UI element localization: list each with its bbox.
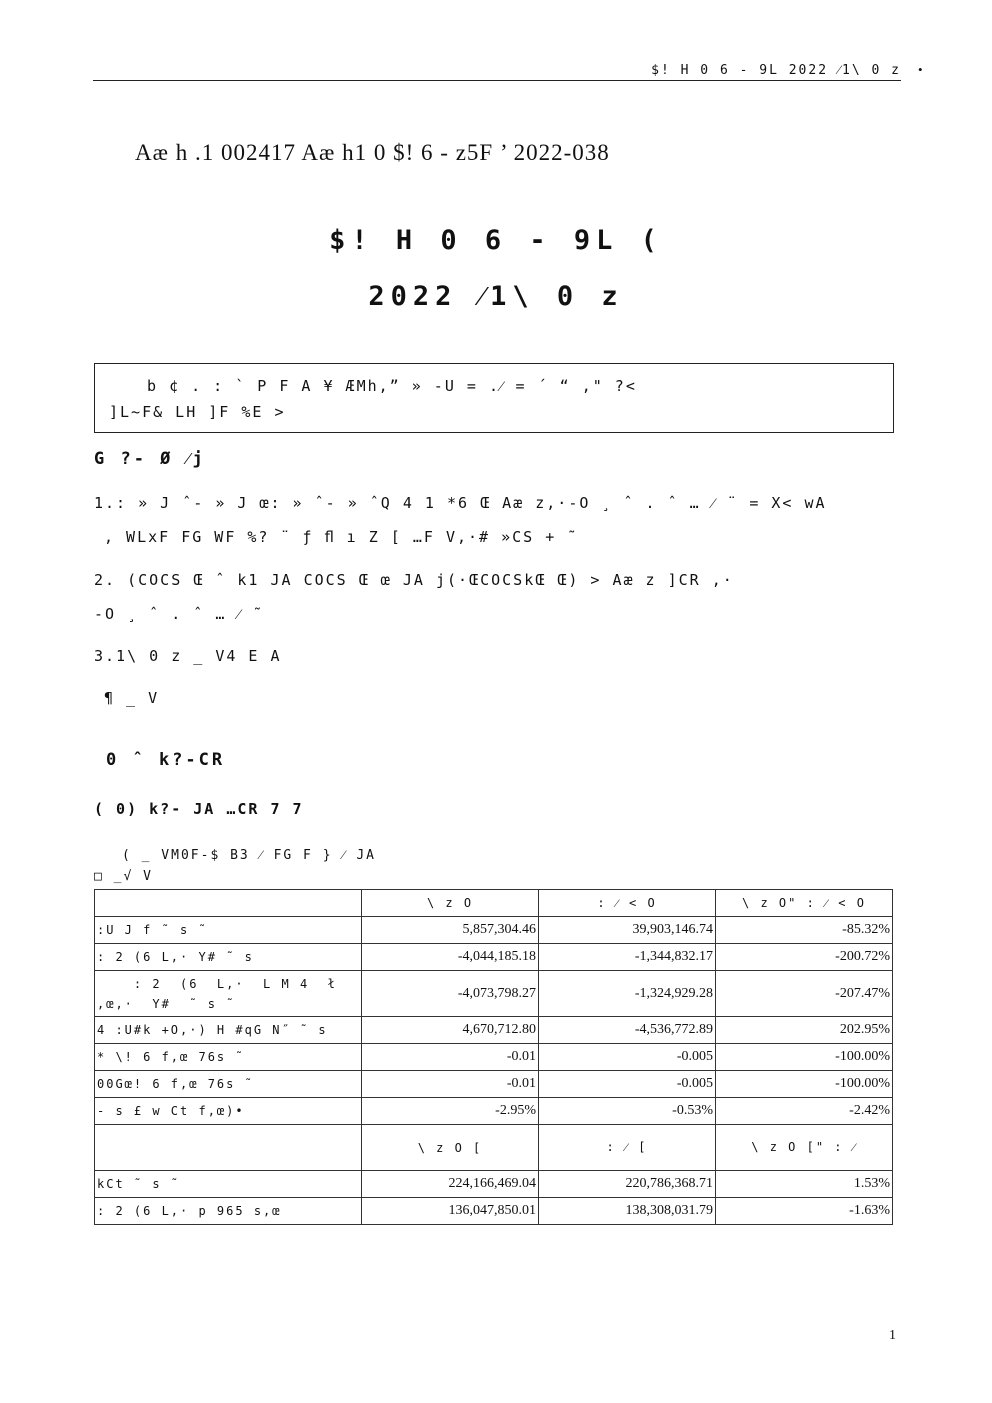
table-row-label: - s £ w Ct f,œ)• <box>95 1098 362 1125</box>
table-header-cell: \ z O [" : ⁄ <box>716 1125 893 1171</box>
table-cell-cur: 4,670,712.80 <box>362 1017 539 1044</box>
table-cell-chg: -100.00% <box>716 1044 893 1071</box>
table-cell-chg: -200.72% <box>716 944 893 971</box>
table-cell-prev: -0.005 <box>539 1044 716 1071</box>
header-dot: • <box>918 62 923 77</box>
section-1-heading: G ?- Ø ⁄j <box>94 449 206 469</box>
table-header-cell: \ z O [ <box>362 1125 539 1171</box>
table-cell-chg: -100.00% <box>716 1071 893 1098</box>
table-row <box>95 1098 893 1125</box>
table-cell-chg: 202.95% <box>716 1017 893 1044</box>
report-title-line-1: $! H 0 6 - 9L ( <box>329 225 663 256</box>
table-header-cell: \ z O" : ⁄ < O <box>716 890 893 917</box>
table-cell-prev: -0.005 <box>539 1071 716 1098</box>
table-row-label: 4 :U#k +O,·) H #qG N˝ ˜ s <box>95 1017 362 1044</box>
table-cell-chg: -1.63% <box>716 1198 893 1225</box>
section-1-item-2-line-2: -O ¸ ˆ . ˆ … ⁄ ˜ <box>94 605 264 623</box>
table-cell-cur: -0.01 <box>362 1044 539 1071</box>
table-header-cell: \ z O <box>362 890 539 917</box>
table-cell-cur: -4,073,798.27 <box>362 971 539 1017</box>
table-cell-prev: -0.53% <box>539 1098 716 1125</box>
table-row <box>95 1017 893 1044</box>
table-row <box>95 917 893 944</box>
table-row-label: : 2 (6 L,· p 965 s,œ <box>95 1198 362 1225</box>
section-1-item-1-line-1: 1.: » J ˆ- » J œ: » ˆ- » ˆQ 4 1 *6 Œ Aæ z,·-O ¸ ˆ . ˆ … ⁄ ¨ = X< wA <box>94 494 827 512</box>
section-2-heading: 0 ˆ k?-CR <box>106 750 226 770</box>
table-cell-prev: 220,786,368.71 <box>539 1171 716 1198</box>
notice-line-2: ]L~F& LH ]F %E > <box>109 403 286 421</box>
financial-data-table <box>94 889 893 1225</box>
table-cell-prev: -1,324,929.28 <box>539 971 716 1017</box>
table-header-cell: : ⁄ < O <box>539 890 716 917</box>
table-cell-prev: -4,536,772.89 <box>539 1017 716 1044</box>
table-header-row <box>95 1125 893 1171</box>
table-cell-chg: 1.53% <box>716 1171 893 1198</box>
section-1-item-3: 3.1\ 0 z _ V4 E A <box>94 647 282 665</box>
notice-line-1: b ¢ . : ` P F A ¥ ÆMh,” » -U = .⁄ = ´ “ ," ?< <box>147 377 637 395</box>
table-cell-chg: -2.42% <box>716 1098 893 1125</box>
section-1-item-2-line-1: 2. (COCS Œ ˆ k1 JA COCS Œ œ JA j(·ŒCOCSkŒ Œ) > Aæ z ]CR ,· <box>94 571 734 589</box>
table-row-label: : 2 (6 L,· L M 4 ł ,œ,· Y# ˜ s ˜ <box>95 971 362 1017</box>
table-row-label: :U J f ˜ s ˜ <box>95 917 362 944</box>
table-note-line-1: ( _ VM0F-$ B3 ⁄ FG F } ⁄ JA <box>122 848 377 863</box>
table-cell-chg: -85.32% <box>716 917 893 944</box>
table-cell-prev: -1,344,832.17 <box>539 944 716 971</box>
section-1-item-4: ¶ _ V <box>104 689 160 707</box>
table-header-row <box>95 890 893 917</box>
report-title-line-2: 2022 ⁄1\ 0 z <box>368 281 624 312</box>
table-header-cell: : ⁄ [ <box>539 1125 716 1171</box>
table-cell-cur: -4,044,185.18 <box>362 944 539 971</box>
stock-code-line: Aæ h .1 002417 Aæ h1 0 $! 6 - z5F ’ 2022-038 <box>135 140 610 165</box>
section-1-item-1-line-2: , WLxF FG WF %? ¨ ƒ ﬂ ı Z [ …F V,·# »CS + ˜ <box>104 528 579 546</box>
table-cell-prev: 138,308,031.79 <box>539 1198 716 1225</box>
table-row <box>95 1044 893 1071</box>
table-header-cell <box>95 890 362 917</box>
table-cell-chg: -207.47% <box>716 971 893 1017</box>
table-cell-cur: 224,166,469.04 <box>362 1171 539 1198</box>
notice-box <box>94 363 894 433</box>
table-row <box>95 944 893 971</box>
table-row-label: 00Gœ! 6 f,œ 76s ˜ <box>95 1071 362 1098</box>
table-cell-cur: 136,047,850.01 <box>362 1198 539 1225</box>
table-cell-cur: -2.95% <box>362 1098 539 1125</box>
page-header <box>93 62 901 81</box>
table-row <box>95 971 893 1017</box>
table-cell-prev: 39,903,146.74 <box>539 917 716 944</box>
table-row-label: : 2 (6 L,· Y# ˜ s <box>95 944 362 971</box>
table-header-cell <box>95 1125 362 1171</box>
header-text: $! H 0 6 - 9L 2022 ⁄1\ 0 z <box>651 63 901 78</box>
table-row <box>95 1198 893 1225</box>
table-cell-cur: 5,857,304.46 <box>362 917 539 944</box>
section-2-sub-heading: ( 0) k?- JA …CR 7 7 <box>94 800 304 818</box>
table-row-label: kCt ˜ s ˜ <box>95 1171 362 1198</box>
table-row-label: * \! 6 f,œ 76s ˜ <box>95 1044 362 1071</box>
table-note-line-2: □ _√ V <box>94 869 153 884</box>
table-cell-cur: -0.01 <box>362 1071 539 1098</box>
table-row <box>95 1171 893 1198</box>
page-number: 1 <box>889 1328 896 1343</box>
table-row <box>95 1071 893 1098</box>
